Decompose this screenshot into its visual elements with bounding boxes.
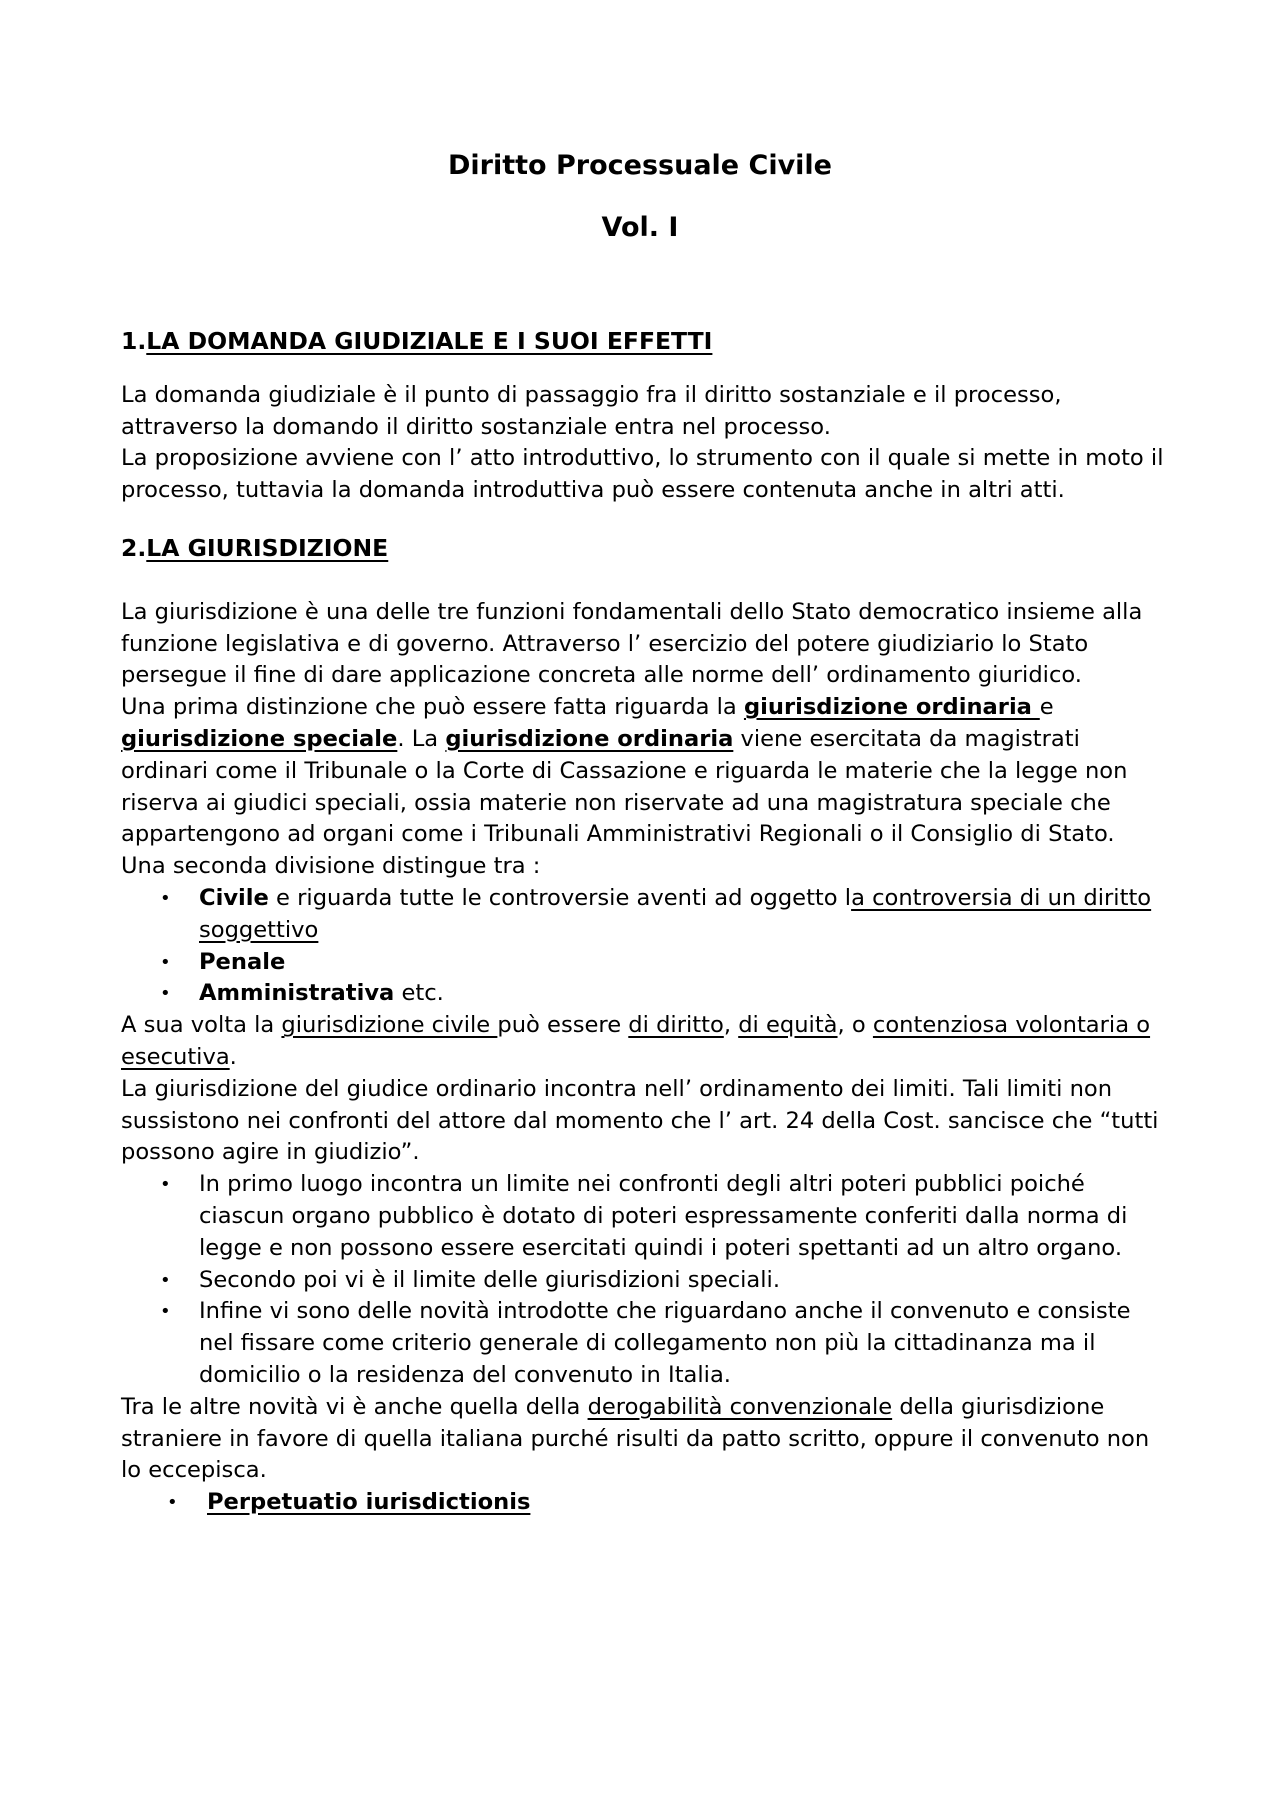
- list-perpetuatio: [121, 1487, 1171, 1519]
- paragraph: Tra le altre novità vi è anche quella della derogabilità convenzionale della giurisdizione straniere in favore di quella italiana purché risulti da patto scritto, oppure il convenuto non lo eccepisca.: [121, 1393, 1150, 1484]
- list-item: • Civile e riguarda tutte le controversie aventi ad oggetto la controversia di un diritto soggettivo: [160, 884, 1152, 943]
- paragraph: Una prima distinzione che può essere fatta riguarda la giurisdizione ordinaria e giurisdizione speciale. La giurisdizione ordinaria viene esercitata da magistrati ordinari come il Tribunale o la Corte di Cassazione e riguarda le materie che la legge non riserva ai giudici speciali, ossia materie non riservate ad una magistratura speciale che appartengono ad organi come i Tribunali Amministrativi Regionali o il Consiglio di Stato.: [121, 694, 1128, 848]
- section-1-heading-text: LA DOMANDA GIUDIZIALE E I SUOI EFFETTI: [146, 327, 713, 355]
- bullet-icon: •: [160, 1269, 171, 1291]
- section-1-heading: [121, 326, 1171, 358]
- list-item: • Amministrativa etc.: [121, 978, 1171, 1010]
- bullet-icon: •: [160, 887, 171, 909]
- bullet-icon: •: [160, 983, 171, 1005]
- bullet-icon: •: [160, 1174, 171, 1196]
- paragraph: La giurisdizione del giudice ordinario incontra nell’ ordinamento dei limiti. Tali limiti non sussistono nei confronti del attore dal momento che l’ art. 24 della Cost. sancisce che “tutti possono agire in giudizio”.: [121, 1075, 1159, 1166]
- list-jurisdiction-types: [121, 883, 1171, 1010]
- list-item: • In primo luogo incontra un limite nei confronti degli altri poteri pubblici poiché ciascun organo pubblico è dotato di poteri espressamente conferiti dalla norma di legge e non possono essere esercitati quindi i poteri spettanti ad un altro organo.: [160, 1171, 1128, 1261]
- document-subtitle: Vol. I: [601, 212, 679, 243]
- paragraph: Una seconda divisione distingue tra :: [121, 853, 541, 880]
- paragraph: La domanda giudiziale è il punto di passaggio fra il diritto sostanziale e il processo, attraverso la domando il diritto sostanziale entra nel processo.: [121, 381, 1062, 440]
- list-limits: [121, 1169, 1171, 1392]
- section-2-heading-text: LA GIURISDIZIONE: [146, 533, 389, 562]
- document-title: Diritto Processuale Civile: [447, 150, 832, 181]
- paragraph: A sua volta la giurisdizione civile può essere di diritto, di equità, o contenziosa volontaria o esecutiva.: [121, 1012, 1151, 1070]
- section-2-heading: [121, 533, 1171, 565]
- bullet-icon: •: [167, 1492, 178, 1514]
- paragraph: La giurisdizione è una delle tre funzioni fondamentali dello Stato democratico insieme alla funzione legislativa e di governo. Attraverso l’ esercizio del potere giudiziario lo Stato persegue il fine di dare applicazione concreta alle norme dell’ ordinamento giuridico.: [121, 598, 1143, 689]
- list-item: • Infine vi sono delle novità introdotte che riguardano anche il convenuto e consiste nel fissare come criterio generale di collegamento non più la cittadinanza ma il domicilio o la residenza del convenuto in Italia.: [160, 1298, 1131, 1388]
- document-body: [121, 326, 1171, 1519]
- list-item: • Perpetuatio iurisdictionis: [121, 1487, 1171, 1519]
- section-2-number: 2.: [121, 533, 147, 562]
- bullet-icon: •: [160, 1301, 171, 1323]
- section-1-number: 1.: [121, 327, 147, 355]
- list-item: • Penale: [121, 947, 1171, 979]
- list-item: • Secondo poi vi è il limite delle giurisdizioni speciali.: [121, 1265, 1171, 1297]
- paragraph: La proposizione avviene con l’ atto introduttivo, lo strumento con il quale si mette in moto il processo, tuttavia la domanda introduttiva può essere contenuta anche in altri atti.: [121, 445, 1164, 504]
- bullet-icon: •: [160, 951, 171, 973]
